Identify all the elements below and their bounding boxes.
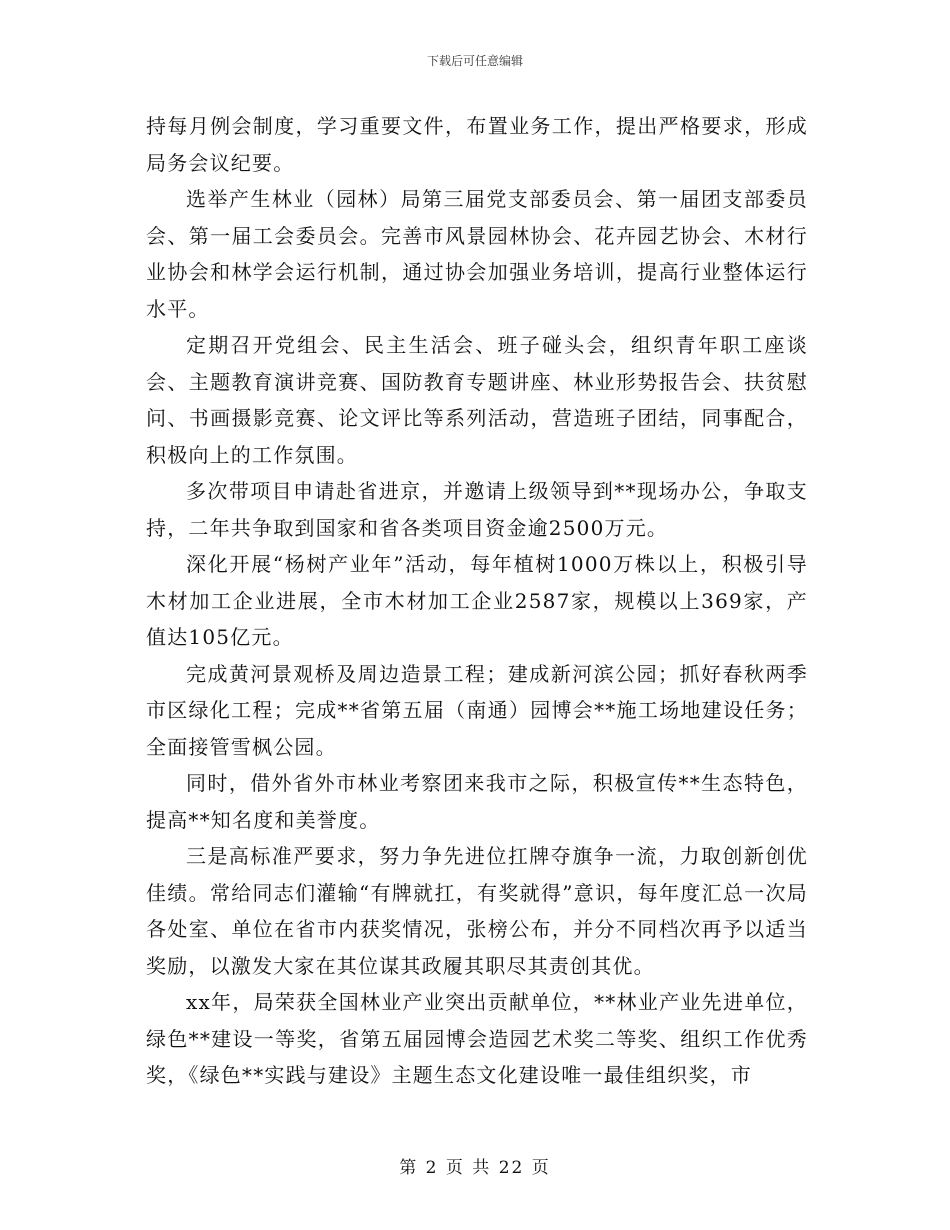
page-header-note: 下载后可任意编辑 — [426, 54, 523, 68]
paragraph-awards: xx年，局荣获全国林业产业突出贡献单位，**林业产业先进单位，绿色**建设一等奖，省第五届园博会造园艺术奖二等奖、组织工作优秀奖，《绿色**实践与建设》主题生态文化建设唯一最佳组织奖，市 — [146, 990, 808, 1087]
page-number-footer: 第 2 页 共 22 页 — [399, 1158, 551, 1178]
paragraph-election: 选举产生林业（园林）局第三届党支部委员会、第一届团支部委员会、第一届工会委员会。完善市风景园林协会、花卉园艺协会、木材行业协会和林学会运行机制，通过协会加强业务培训，提高行业整体运行水平。 — [146, 187, 808, 321]
paragraph-meetings: 定期召开党组会、民主生活会、班子碰头会，组织青年职工座谈会、主题教育演讲竞赛、国防教育专题讲座、林业形势报告会、扶贫慰问、书画摄影竞赛、论文评比等系列活动，营造班子团结，同事配合，积极向上的工作氛围。 — [146, 333, 808, 467]
document-body — [146, 108, 808, 1094]
paragraph-landscape-projects: 完成黄河景观桥及周边造景工程；建成新河滨公园；抓好春秋两季市区绿化工程；完成**省第五届（南通）园博会**施工场地建设任务；全面接管雪枫公园。 — [146, 661, 808, 759]
paragraph-poplar-industry: 深化开展“杨树产业年”活动，每年植树1000万株以上，积极引导木材加工企业进展，全市木材加工企业2587家，规模以上369家，产值达105亿元。 — [146, 552, 808, 649]
paragraph-continuation: 持每月例会制度，学习重要文件，布置业务工作，提出严格要求，形成局务会议纪要。 — [146, 114, 808, 175]
paragraph-promotion: 同时，借外省外市林业考察团来我市之际，积极宣传**生态特色，提高**知名度和美誉度。 — [146, 771, 808, 832]
paragraph-high-standards: 三是高标准严要求，努力争先进位扛牌夺旗争一流，力取创新创优佳绩。常给同志们灌输“有牌就扛，有奖就得”意识，每年度汇总一次局各处室、单位在省市内获奖情况，张榜公布，并分不同档次再予以适当奖励，以激发大家在其位谋其政履其职尽其责创其优。 — [146, 844, 808, 978]
paragraph-project-funding: 多次带项目申请赴省进京，并邀请上级领导到**现场办公，争取支持，二年共争取到国家和省各类项目资金逾2500万元。 — [146, 479, 808, 540]
